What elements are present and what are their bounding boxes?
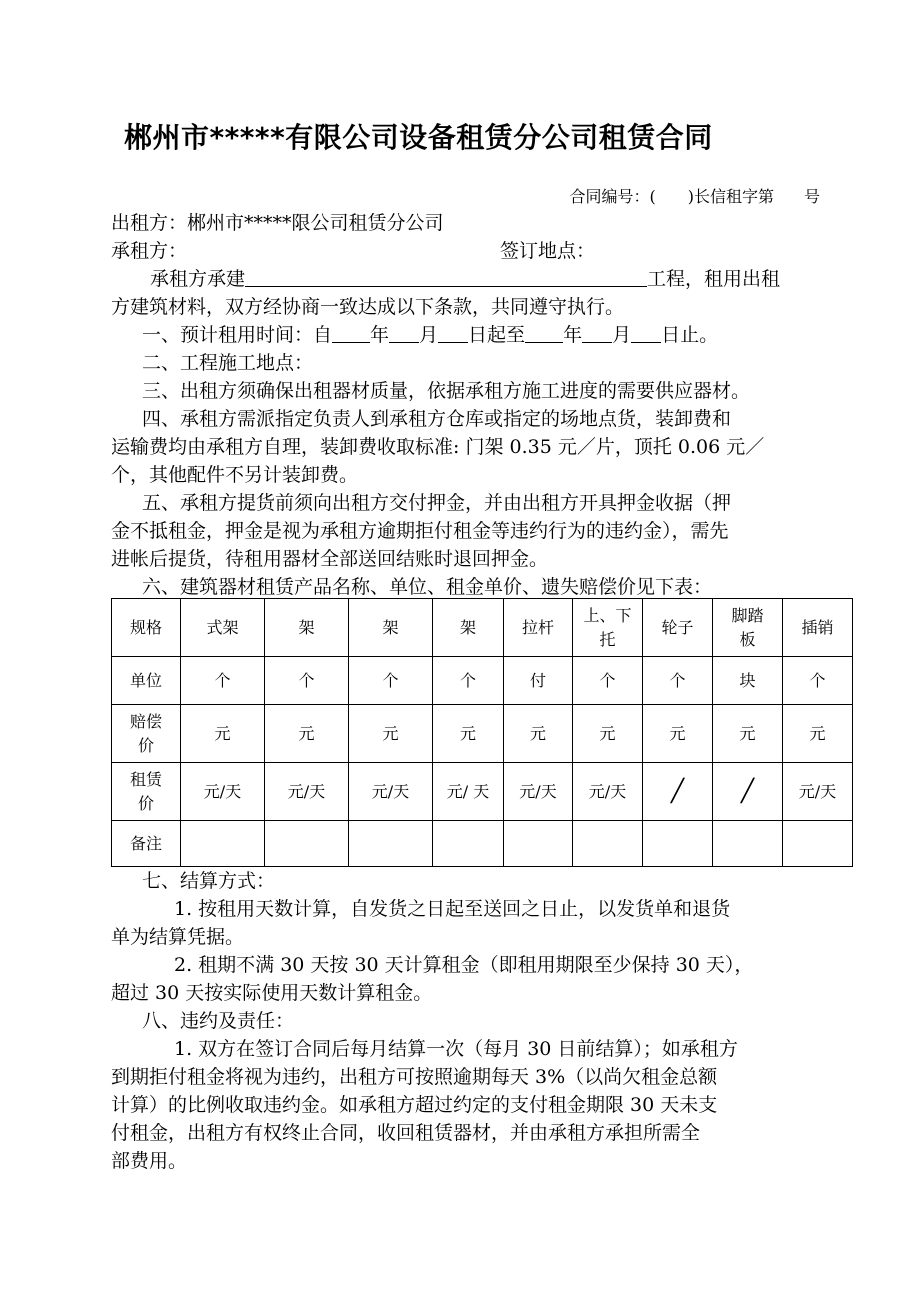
rental-price-table — [111, 598, 853, 867]
intro-line-2: 方建筑材料，双方经协商一致达成以下条款，共同遵守执行。 — [111, 296, 625, 318]
clause-1-text-d: 日起至 — [468, 324, 526, 346]
clause-8-line-3: 计算）的比例收取违约金。如承租方超过约定的支付租金期限 30 天未支 — [111, 1094, 718, 1116]
table-cell: 元/天 — [349, 763, 433, 821]
clause-7-item-1-line-1: 1. 按租用天数计算，自发货之日起至送回之日止，以发货单和退货 — [174, 898, 731, 920]
table-cell: 元/ 天 — [433, 763, 504, 821]
header-cell: 插销 — [783, 599, 853, 657]
table-cell: 个 — [181, 657, 265, 705]
table-row — [112, 705, 853, 763]
clause-4-line-3: 个，其他配件不另计装卸费。 — [111, 464, 359, 486]
clause-8-line-4: 付租金，出租方有权终止合同，收回租赁器材，并由承租方承担所需全 — [111, 1122, 701, 1144]
project-name-blank — [245, 268, 647, 287]
clause-1-text-g: 日止。 — [661, 324, 719, 346]
not-applicable-slash: ╱ — [713, 763, 783, 821]
clause-2: 二、工程施工地点： — [142, 352, 314, 374]
header-cell: 架 — [433, 599, 504, 657]
intro-line-1 — [150, 266, 780, 292]
table-cell: 元/天 — [181, 763, 265, 821]
clause-1-text-c: 月 — [419, 324, 439, 346]
clause-1 — [142, 322, 718, 348]
clause-8-heading: 八、违约及责任： — [142, 1010, 295, 1032]
contract-number-suffix: 号 — [803, 187, 820, 206]
clause-7-item-2-line-2: 超过 30 天按实际使用天数计算租金。 — [111, 982, 433, 1004]
table-cell — [783, 821, 853, 867]
table-cell — [181, 821, 265, 867]
table-cell — [643, 821, 713, 867]
clause-1-text-f: 月 — [612, 324, 632, 346]
header-cell: 拉杆 — [504, 599, 573, 657]
contract-number — [569, 184, 820, 207]
start-day-blank — [438, 324, 468, 343]
clause-8-line-5: 部费用。 — [111, 1150, 188, 1172]
table-cell — [573, 821, 643, 867]
table-cell: 元/天 — [504, 763, 573, 821]
table-cell: 元 — [713, 705, 783, 763]
header-cell: 式架 — [181, 599, 265, 657]
clause-3: 三、出租方须确保出租器材质量，依据承租方施工进度的需要供应器材。 — [142, 380, 751, 402]
table-header-row — [112, 599, 853, 657]
clause-1-text-a: 一、预计租用时间：自 — [142, 324, 333, 346]
not-applicable-slash: ╱ — [643, 763, 713, 821]
table-cell: 元/天 — [783, 763, 853, 821]
document-title: 郴州市*****有限公司设备租赁分公司租赁合同 — [124, 121, 713, 154]
start-month-blank — [389, 324, 419, 343]
end-day-blank — [631, 324, 661, 343]
clause-1-text-e: 年 — [563, 324, 583, 346]
clause-7-item-2-line-1: 2. 租期不满 30 天按 30 天计算租金（即租用期限至少保持 30 天）， — [174, 954, 754, 976]
end-year-blank — [525, 324, 563, 343]
table-cell: 块 — [713, 657, 783, 705]
clause-7-heading: 七、结算方式： — [142, 870, 276, 892]
table-cell: 元/天 — [265, 763, 349, 821]
clause-4-line-2: 运输费均由承租方自理，装卸费收取标准: 门架 0.35 元／片，顶托 0.06 元／ — [111, 436, 765, 458]
clause-8-line-2: 到期拒付租金将视为违约，出租方可按照逾期每天 3%（以尚欠租金总额 — [111, 1066, 718, 1088]
table-cell: 元/天 — [573, 763, 643, 821]
table-cell: 元 — [643, 705, 713, 763]
row-label: 备注 — [112, 821, 181, 867]
header-cell: 架 — [349, 599, 433, 657]
table-cell: 元 — [265, 705, 349, 763]
table-row — [112, 821, 853, 867]
header-cell: 轮子 — [643, 599, 713, 657]
table-cell: 元 — [433, 705, 504, 763]
table-row — [112, 763, 853, 821]
clause-8-line-1: 1. 双方在签订合同后每月结算一次（每月 30 日前结算）；如承租方 — [174, 1038, 738, 1060]
table-cell — [349, 821, 433, 867]
header-cell: 上、下托 — [573, 599, 643, 657]
lessee-label: 承租方： — [111, 240, 188, 262]
table-cell: 元 — [573, 705, 643, 763]
contract-number-prefix: 合同编号：( )长信租字第 — [569, 187, 774, 206]
table-cell: 元 — [504, 705, 573, 763]
row-label: 赔偿价 — [112, 705, 181, 763]
clause-7-item-1-line-2: 单为结算凭据。 — [111, 926, 245, 948]
table-cell: 元 — [783, 705, 853, 763]
table-cell: 个 — [433, 657, 504, 705]
table-cell: 个 — [573, 657, 643, 705]
clause-5-line-2: 金不抵租金，押金是视为承租方逾期拒付租金等违约行为的违约金），需先 — [111, 520, 729, 542]
header-cell: 架 — [265, 599, 349, 657]
clause-6: 六、建筑器材租赁产品名称、单位、租金单价、遗失赔偿价见下表： — [142, 576, 713, 598]
end-month-blank — [582, 324, 612, 343]
table-cell — [265, 821, 349, 867]
intro-prefix: 承租方承建 — [150, 268, 246, 290]
table-cell: 付 — [504, 657, 573, 705]
table-cell — [433, 821, 504, 867]
clause-4-line-1: 四、承租方需派指定负责人到承租方仓库或指定的场地点货，装卸费和 — [142, 408, 732, 430]
table-cell — [504, 821, 573, 867]
table-cell: 个 — [265, 657, 349, 705]
intro-suffix: 工程，租用出租 — [647, 268, 781, 290]
table-cell — [713, 821, 783, 867]
row-label: 租赁价 — [112, 763, 181, 821]
table-cell: 元 — [181, 705, 265, 763]
row-label: 单位 — [112, 657, 181, 705]
lessor-line: 出租方：郴州市*****限公司租赁分公司 — [111, 212, 444, 234]
start-year-blank — [332, 324, 370, 343]
table-row — [112, 657, 853, 705]
clause-5-line-1: 五、承租方提货前须向出租方交付押金，并由出租方开具押金收据（押 — [142, 492, 732, 514]
sign-place-label: 签订地点： — [500, 240, 596, 262]
clause-5-line-3: 进帐后提货，待租用器材全部送回结账时退回押金。 — [111, 548, 549, 570]
table-cell: 个 — [643, 657, 713, 705]
table-cell: 元 — [349, 705, 433, 763]
table-cell: 个 — [349, 657, 433, 705]
header-cell: 脚踏板 — [713, 599, 783, 657]
table-cell: 个 — [783, 657, 853, 705]
header-cell: 规格 — [112, 599, 181, 657]
clause-1-text-b: 年 — [370, 324, 390, 346]
